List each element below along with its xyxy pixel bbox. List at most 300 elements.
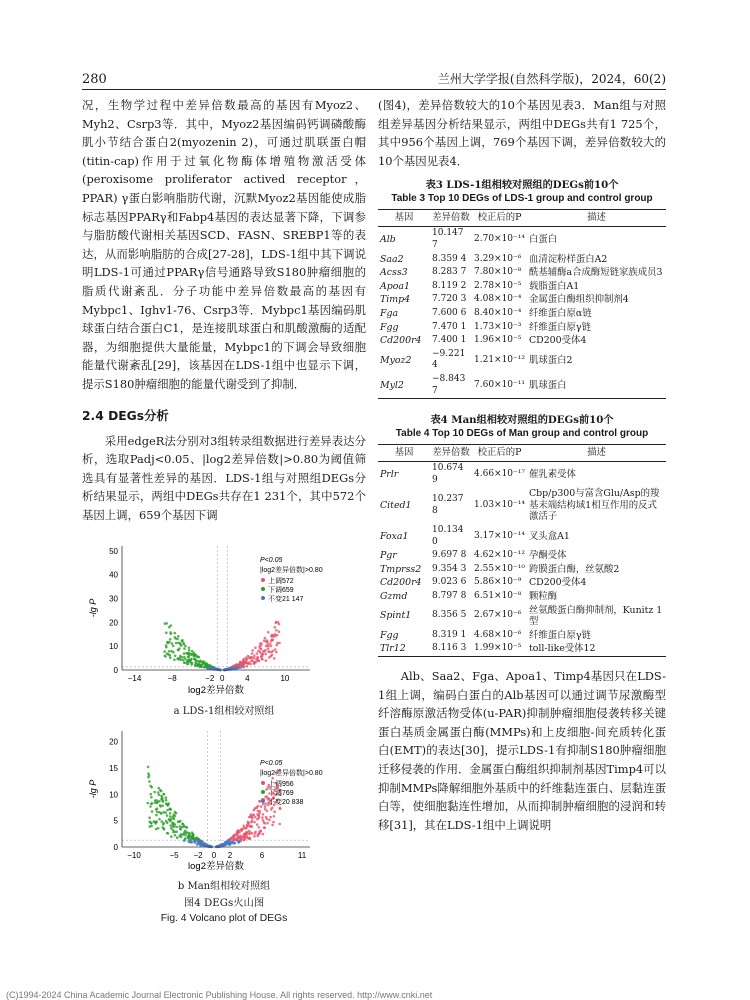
table-cell-num: 10.134 0	[432, 525, 464, 547]
volcano-point	[240, 830, 243, 833]
volcano-point	[250, 660, 253, 663]
volcano-point	[245, 665, 248, 668]
volcano-point	[155, 814, 158, 817]
volcano-point	[270, 645, 273, 648]
table3-grid	[378, 209, 666, 399]
table-cell-num: 10.674 9	[432, 463, 464, 485]
volcano-point	[173, 831, 176, 834]
volcano-point	[254, 661, 257, 664]
volcano-point	[147, 773, 150, 776]
table-row	[378, 293, 666, 307]
table-row	[378, 563, 666, 577]
volcano-point	[174, 655, 177, 658]
volcano-point	[194, 658, 197, 661]
volcano-point	[239, 665, 242, 668]
table-cell-desc: 跨膜蛋白酶，丝氨酸2	[529, 563, 620, 575]
volcano-point	[159, 806, 162, 809]
legend-up-a: 上调572	[268, 578, 294, 586]
volcano-point	[254, 831, 257, 834]
volcano-point	[177, 635, 180, 638]
volcano-point	[150, 786, 153, 789]
volcano-point	[190, 838, 193, 841]
table-cell-desc: toll-like受体12	[527, 642, 666, 656]
volcano-point	[162, 793, 165, 796]
volcano-point	[166, 815, 169, 818]
table-cell-num: 8.116 3	[430, 642, 472, 656]
volcano-point	[256, 818, 259, 821]
table-cell-gene: Timp4	[380, 294, 411, 306]
volcano-point	[263, 651, 266, 654]
header-rule	[82, 89, 666, 90]
volcano-point	[172, 645, 175, 648]
table-row	[378, 462, 666, 488]
legend-ns-b: 不变20 838	[268, 799, 304, 807]
volcano-point	[172, 825, 175, 828]
x-tick-label: 10	[280, 674, 290, 684]
col-gene: 基因	[378, 445, 430, 462]
volcano-point	[256, 824, 259, 827]
y-tick-label: 10	[109, 790, 118, 800]
table-cell-gene: Cd200r4	[380, 577, 422, 589]
volcano-point	[267, 651, 270, 654]
caption-b: b Man组相较对照组	[177, 881, 271, 893]
volcano-point	[248, 816, 251, 819]
volcano-point	[195, 663, 198, 666]
volcano-point	[268, 657, 271, 660]
volcano-point	[183, 832, 186, 835]
table-cell-pv: 2.55×10⁻¹⁰	[474, 563, 525, 574]
volcano-point	[194, 840, 197, 843]
volcano-point	[272, 650, 275, 653]
volcano-point	[147, 766, 150, 769]
volcano-point	[230, 837, 233, 840]
volcano-point	[265, 653, 268, 656]
volcano-point	[157, 792, 160, 795]
volcano-point	[251, 816, 254, 819]
volcano-point	[260, 653, 263, 656]
table-cell-gene: Acss3	[380, 267, 408, 279]
volcano-point	[247, 822, 250, 825]
volcano-point	[163, 651, 166, 654]
table-cell-gene: Cited1	[380, 499, 412, 511]
col-padj: 校正后的P	[472, 445, 527, 462]
volcano-point	[258, 801, 261, 804]
table-cell-num: 10.147 7	[432, 228, 464, 250]
volcano-point	[264, 806, 267, 809]
volcano-b-svg	[82, 725, 366, 873]
volcano-point	[179, 644, 182, 647]
volcano-point	[253, 809, 256, 812]
table-cell-desc: 载脂蛋白A1	[529, 280, 580, 292]
legend-title-a: P<0.05	[260, 557, 283, 565]
volcano-point	[166, 809, 169, 812]
volcano-point	[271, 635, 274, 638]
volcano-point	[155, 821, 158, 824]
volcano-point	[271, 639, 274, 642]
volcano-point	[260, 806, 263, 809]
volcano-point	[198, 666, 201, 669]
volcano-point	[165, 632, 168, 635]
volcano-point	[278, 642, 281, 645]
table-cell-pv: 5.86×10⁻⁹	[474, 577, 522, 588]
x-tick-label: −14	[127, 674, 142, 684]
volcano-point	[270, 809, 273, 812]
table-cell-pv: 2.78×10⁻⁵	[474, 280, 522, 291]
volcano-point	[176, 658, 179, 661]
y-tick-label: 0	[113, 666, 118, 676]
volcano-point	[251, 833, 254, 836]
volcano-point	[233, 665, 236, 668]
legend-subtitle-a: |log2差异倍数|>0.80	[260, 567, 323, 575]
volcano-point	[217, 669, 220, 672]
volcano-point	[205, 844, 208, 847]
table-3	[378, 178, 666, 399]
table-row	[378, 227, 666, 253]
y-tick-label: 5	[113, 817, 118, 827]
table-cell-desc: 丝氨酸蛋白酶抑制剂，Kunitz 1型	[529, 604, 663, 628]
volcano-point	[187, 656, 190, 659]
volcano-point	[256, 653, 259, 656]
volcano-point	[167, 833, 170, 836]
table-row	[378, 642, 666, 656]
col-fold: 差异倍数	[430, 445, 472, 462]
volcano-point	[196, 656, 199, 659]
table-row	[378, 280, 666, 294]
volcano-point	[168, 819, 171, 822]
table-cell-num: 8.356 5	[432, 610, 467, 621]
volcano-point	[253, 655, 256, 658]
volcano-point	[259, 643, 262, 646]
table-cell-desc: 颗粒酶	[529, 591, 558, 603]
legend-down-b: 下调769	[268, 790, 294, 798]
volcano-point	[262, 814, 265, 817]
volcano-point	[158, 787, 161, 790]
volcano-point	[158, 794, 161, 797]
volcano-point	[160, 821, 163, 824]
volcano-point	[176, 638, 179, 641]
x-tick-label: 0	[211, 851, 217, 861]
table-cell-gene: Fga	[380, 307, 399, 319]
volcano-point	[275, 629, 278, 632]
volcano-point	[276, 644, 279, 647]
x-tick-label: −8	[167, 674, 177, 684]
table-cell-gene: Myoz2	[380, 354, 412, 366]
volcano-point	[180, 826, 183, 829]
left-paragraph-2: 采用edgeR法分别对3组转录组数据进行差异表达分析，选取Padj<0.05、|log2差异倍数|>0.80为阈值筛选具有显著性差异的基因．LDS-1组与对照组DEGs分析结果显示，两组中DEGs共存在1 231个，其中572个基因上调，659个基因下调	[82, 433, 366, 522]
y-tick-label: 50	[109, 547, 118, 557]
table-cell-pv: 8.40×10⁻⁴	[474, 307, 522, 318]
volcano-point	[251, 650, 254, 653]
table-cell-desc: 叉头盒A1	[529, 530, 570, 542]
volcano-point	[204, 666, 207, 669]
volcano-point	[150, 796, 153, 799]
left-paragraph-1: 况，生物学过程中差异倍数最高的基因有Myoz2、Myh2、Csrp3等．其中，Myoz2基因编码钙调磷酸酶肌小节结合蛋白2(myozenin 2)，可通过肌联蛋白帽(titin-cap)作用于过氧化物酶体增殖物激活受体(peroxisome proliferator actived receptor，PPAR) γ蛋白影响脂肪代谢，沉默Myoz2基因能使成脂标志基因PPARγ和Fabp4基因的表达显著下降，下调参与脂肪酸代谢相关基因SCD、FASN、SREBP1等的表达，从而影响脂肪的合成[27-28]，LDS-1组中其下调说明LDS-1可通过PPARγ信号通路导致S180肿瘤细胞的脂质代谢紊乱．分子功能中差异倍数最高的基因有Mybpc1、Ighv1-76、Csrp3等．Mybpc1基因编码肌球蛋白结合蛋白C1，是连接肌球蛋白和肌酸激酶的适配器，为细胞提供大量能量，Mybpc1的下调会导致细胞能量代谢紊乱[29]，该基因在LDS-1组中也显示下调，提示S180肿瘤细胞的能量代谢受到了抑制．	[82, 98, 366, 391]
volcano-point	[150, 803, 153, 806]
table-cell-num: 7.470 1	[432, 321, 467, 332]
table-cell-desc: 纤维蛋白原γ链	[529, 321, 591, 333]
volcano-point	[154, 800, 157, 803]
ylabel-b: -lg P	[88, 780, 98, 799]
table-row	[378, 604, 666, 629]
volcano-point	[258, 826, 261, 829]
table-cell-pv: 7.80×10⁻⁸	[474, 267, 522, 278]
legend-ns-a: 不变21 147	[268, 596, 304, 604]
volcano-point	[276, 634, 279, 637]
legend-down-marker-b	[261, 790, 265, 794]
legend-ns-marker-b	[261, 799, 265, 803]
volcano-point	[180, 836, 183, 839]
volcano-point	[236, 667, 239, 670]
volcano-point	[273, 815, 276, 818]
table-cell-gene: Apoa1	[380, 280, 410, 292]
x-tick-label: 4	[245, 674, 250, 684]
volcano-point	[227, 842, 230, 845]
table-cell-gene: Prlr	[380, 468, 399, 480]
table-row	[378, 348, 666, 373]
volcano-point	[257, 810, 260, 813]
volcano-point	[163, 828, 166, 831]
volcano-point	[153, 791, 156, 794]
volcano-point	[169, 825, 172, 828]
volcano-point	[188, 649, 191, 652]
volcano-point	[186, 661, 189, 664]
volcano-point	[262, 803, 265, 806]
volcano-point	[170, 650, 173, 653]
volcano-point	[237, 830, 240, 833]
volcano-point	[279, 807, 282, 810]
table-cell-pv: 3.29×10⁻⁶	[474, 253, 522, 264]
table-row	[378, 590, 666, 604]
volcano-point	[170, 809, 173, 812]
y-tick-label: 20	[109, 738, 118, 748]
volcano-point	[220, 845, 223, 848]
table-cell-pv: 1.96×10⁻⁵	[474, 335, 522, 346]
legend-title-b: P<0.05	[260, 760, 283, 768]
table-cell-gene: Saa2	[380, 253, 404, 265]
legend-subtitle-b: |log2差异倍数|>0.80	[260, 770, 323, 778]
table-cell-num: 9.023 6	[432, 577, 467, 588]
table-cell-gene: Cd200r4	[380, 335, 422, 347]
volcano-point	[181, 640, 184, 643]
table-cell-pv: 4.08×10⁻⁴	[474, 294, 522, 305]
table-cell-gene: Tlr12	[378, 642, 430, 656]
caption-a: a LDS-1组相较对照组	[173, 706, 275, 718]
volcano-point	[205, 664, 208, 667]
volcano-point	[166, 641, 169, 644]
table-cell-desc: 血清淀粉样蛋白A2	[529, 253, 608, 265]
table-cell-pv: 1.99×10⁻⁵	[472, 642, 527, 656]
volcano-point	[255, 659, 258, 662]
volcano-point	[271, 654, 274, 657]
volcano-point	[260, 656, 263, 659]
volcano-point	[244, 827, 247, 830]
volcano-point	[249, 838, 252, 841]
volcano-point	[183, 653, 186, 656]
volcano-point	[217, 846, 220, 849]
y-tick-label: 30	[109, 594, 118, 604]
right-column	[378, 96, 666, 834]
table-cell-desc: 纤维蛋白原α链	[529, 307, 592, 319]
volcano-point	[173, 659, 176, 662]
volcano-point	[174, 815, 177, 818]
x-tick-label: −2	[193, 851, 203, 861]
table4-grid	[378, 444, 666, 657]
volcano-point	[271, 777, 274, 780]
volcano-point	[265, 816, 268, 819]
table-cell-gene: Spint1	[380, 610, 412, 622]
table-cell-desc: Cbp/p300与富含Glu/Asp的羧基末端结构域1相互作用的反式激活子	[529, 488, 660, 523]
volcano-point	[199, 660, 202, 663]
table-cell-num: 7.600 6	[432, 307, 467, 318]
figure-caption-cn: 图4 DEGs火山图	[183, 897, 265, 910]
volcano-point	[184, 658, 187, 661]
legend-down-a: 下调659	[268, 587, 294, 595]
volcano-point	[234, 842, 237, 845]
table-cell-num: 7.400 1	[432, 335, 467, 346]
volcano-point	[203, 661, 206, 664]
volcano-point	[275, 622, 278, 625]
volcano-point	[191, 662, 194, 665]
table-cell-pv: 4.62×10⁻¹²	[474, 550, 525, 561]
table-cell-pv: 3.17×10⁻¹⁴	[474, 530, 525, 541]
volcano-point	[269, 643, 272, 646]
volcano-a-svg	[82, 538, 366, 698]
volcano-point	[169, 812, 172, 815]
table-cell-num: 9.697 8	[432, 550, 467, 561]
volcano-point	[169, 816, 172, 819]
volcano-point	[194, 842, 197, 845]
table-cell-desc: 白蛋白	[529, 234, 558, 246]
y-tick-label: 40	[109, 571, 118, 581]
legend-up-marker-a	[261, 578, 265, 582]
xlabel-a: log2差异倍数	[188, 685, 244, 697]
volcano-point	[173, 632, 176, 635]
volcano-point	[160, 812, 163, 815]
page-number: 280	[82, 72, 107, 87]
volcano-point	[152, 821, 155, 824]
volcano-point	[273, 811, 276, 814]
volcano-point	[274, 649, 277, 652]
volcano-point	[271, 824, 274, 827]
table-cell-pv: 7.60×10⁻¹¹	[472, 373, 527, 399]
volcano-point	[189, 660, 192, 663]
volcano-point	[274, 626, 277, 629]
x-tick-label: −2	[205, 674, 215, 684]
table-cell-num: 10.237 8	[432, 494, 464, 516]
volcano-point	[255, 807, 258, 810]
table-cell-num: 7.720 3	[432, 294, 467, 305]
table-cell-desc: CD200受体4	[529, 335, 587, 347]
volcano-point	[273, 658, 276, 661]
volcano-point	[151, 811, 154, 814]
volcano-point	[258, 646, 261, 649]
table-cell-num: −8.843 7	[430, 373, 472, 399]
xlabel-b: log2差异倍数	[188, 861, 244, 873]
table-cell-pv: 2.67×10⁻⁶	[474, 610, 522, 621]
table-cell-desc: 金属蛋白酶组织抑制剂4	[529, 294, 629, 306]
volcano-point	[177, 649, 180, 652]
table-row	[378, 576, 666, 590]
volcano-point	[161, 800, 164, 803]
x-tick-label: −5	[169, 851, 179, 861]
volcano-point	[233, 839, 236, 842]
volcano-point	[266, 822, 269, 825]
volcano-point	[252, 814, 255, 817]
volcano-point	[264, 803, 267, 806]
table3-title-en: Table 3 Top 10 DEGs of LDS-1 group and control group	[391, 193, 653, 205]
legend-up-marker-b	[261, 781, 265, 785]
table4-title-cn: 表4 Man组相较对照组的DEGs前10个	[430, 414, 614, 427]
volcano-point	[248, 657, 251, 660]
table-cell-pv: 1.21×10⁻¹²	[474, 354, 525, 365]
volcano-point	[183, 662, 186, 665]
volcano-point	[246, 663, 249, 666]
volcano-point	[253, 835, 256, 838]
table-row	[378, 334, 666, 348]
volcano-point	[258, 816, 261, 819]
table-cell-num: 8.797 8	[432, 591, 467, 602]
table-row	[378, 549, 666, 563]
volcano-point	[172, 823, 175, 826]
journal-header: 兰州大学学报(自然科学版)，2024，60(2)	[437, 72, 666, 86]
volcano-point	[198, 841, 201, 844]
volcano-point	[278, 823, 281, 826]
volcano-point	[148, 817, 151, 820]
table4-title-en: Table 4 Top 10 DEGs of Man group and control group	[395, 428, 649, 440]
volcano-point	[169, 654, 172, 657]
volcano-point	[275, 651, 278, 654]
table-row	[378, 307, 666, 321]
right-paragraph-1: (图4)，差异倍数较大的10个基因见表3．Man组与对照组差异基因分析结果显示，两组中DEGs共有1 725个，其中956个基因上调，769个基因下调，差异倍数较大的10个基因见表4．	[378, 98, 666, 168]
table-cell-desc: 肌球蛋白2	[529, 354, 573, 366]
volcano-point	[174, 834, 177, 837]
volcano-point	[182, 659, 185, 662]
volcano-point	[256, 656, 259, 659]
legend-up-b: 上调956	[268, 781, 294, 789]
volcano-point	[191, 832, 194, 835]
volcano-point	[150, 793, 153, 796]
volcano-point	[175, 812, 178, 815]
x-tick-label: −10	[127, 851, 141, 861]
volcano-point	[175, 642, 178, 645]
volcano-point	[254, 816, 257, 819]
table-cell-pv: 2.70×10⁻¹⁴	[474, 234, 525, 245]
volcano-point	[150, 825, 153, 828]
table-cell-gene: Myl2	[378, 373, 430, 399]
volcano-point	[278, 623, 281, 626]
volcano-point	[251, 826, 254, 829]
volcano-point	[261, 658, 264, 661]
volcano-point	[263, 827, 266, 830]
volcano-point	[196, 660, 199, 663]
volcano-point	[268, 819, 271, 822]
volcano-point	[228, 667, 231, 670]
volcano-point	[267, 645, 270, 648]
volcano-point	[175, 826, 178, 829]
volcano-point	[258, 831, 261, 834]
table-cell-pv: 4.66×10⁻¹⁷	[474, 468, 525, 479]
volcano-point	[158, 800, 161, 803]
volcano-point	[263, 821, 266, 824]
table-4	[378, 413, 666, 657]
volcano-point	[261, 817, 264, 820]
section-title: 2.4 DEGs分析	[82, 408, 169, 423]
y-tick-label: 10	[109, 642, 118, 652]
volcano-point	[256, 814, 259, 817]
col-gene: 基因	[378, 210, 430, 227]
volcano-point	[251, 657, 254, 660]
volcano-point	[169, 632, 172, 635]
